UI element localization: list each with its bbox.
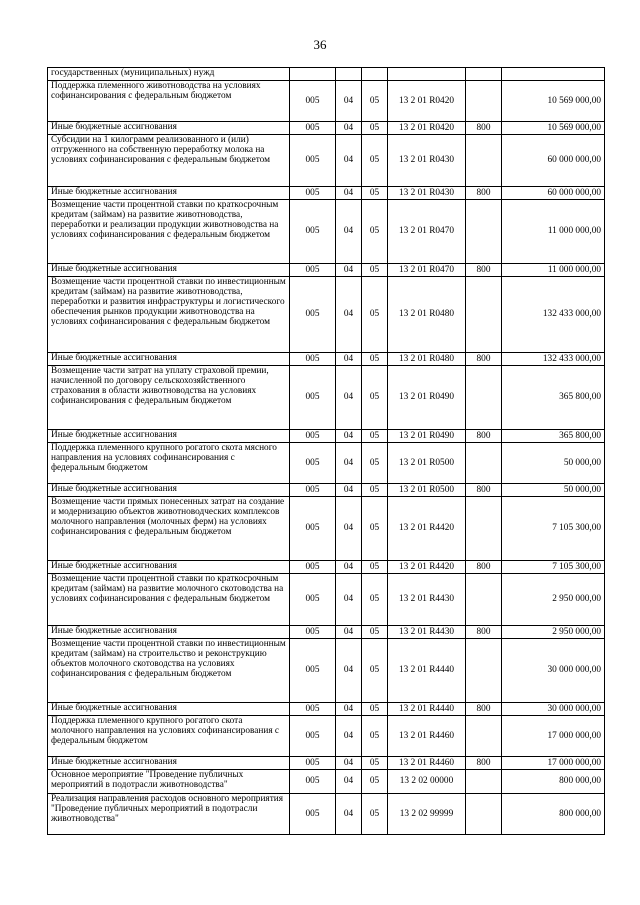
row-sum-cell: 10 569 000,00 [502, 122, 605, 135]
row-sum-cell: 2 950 000,00 [502, 574, 605, 626]
row-code-csr-cell: 13 2 01 R4430 [388, 574, 466, 626]
row-code-pr-cell: 05 [362, 264, 388, 277]
row-code-rz-cell: 04 [336, 561, 362, 574]
table-row [48, 122, 605, 135]
row-code-vr-cell: 800 [466, 484, 502, 497]
row-code-gr-cell: 005 [290, 135, 336, 187]
row-name-cell: Возмещение части прямых понесенных затрат на создание и модернизацию объектов животноводческих комплексов молочного направления (молочных ферм) на условиях софинансирования с федеральным бюджетом [48, 497, 290, 561]
table-row [48, 574, 605, 626]
row-name-cell: Возмещение части затрат на уплату страховой премии, начисленной по договору сельскохозяйственного страхования в области животноводства на условиях софинансирования с федеральным бюджетом [48, 366, 290, 430]
table-row [48, 757, 605, 770]
row-code-gr-cell: 005 [290, 430, 336, 443]
row-sum-cell: 365 800,00 [502, 366, 605, 430]
row-code-csr-cell: 13 2 01 R4460 [388, 757, 466, 770]
row-code-pr-cell: 05 [362, 703, 388, 716]
table-row [48, 430, 605, 443]
table-row [48, 81, 605, 122]
table-row [48, 264, 605, 277]
row-code-rz-cell: 04 [336, 770, 362, 794]
row-code-gr-cell: 005 [290, 277, 336, 353]
row-sum-cell: 17 000 000,00 [502, 716, 605, 757]
table-row [48, 135, 605, 187]
row-code-gr-cell: 005 [290, 626, 336, 639]
row-code-gr-cell: 005 [290, 716, 336, 757]
row-code-pr-cell: 05 [362, 626, 388, 639]
table-row [48, 561, 605, 574]
row-code-vr-cell: 800 [466, 626, 502, 639]
row-code-gr-cell: 005 [290, 757, 336, 770]
row-code-vr-cell [466, 366, 502, 430]
row-name-cell: Поддержка племенного крупного рогатого скота мясного направления на условиях софинансирования с федеральным бюджетом [48, 443, 290, 484]
row-code-gr-cell: 005 [290, 639, 336, 703]
table-row [48, 497, 605, 561]
row-name-cell: Реализация направления расходов основного мероприятия "Проведение публичных мероприятий в подотрасли животноводства" [48, 794, 290, 835]
row-code-gr-cell: 005 [290, 366, 336, 430]
row-code-pr-cell: 05 [362, 430, 388, 443]
row-code-vr-cell [466, 68, 502, 81]
row-code-vr-cell [466, 135, 502, 187]
table-row [48, 277, 605, 353]
row-sum-cell: 132 433 000,00 [502, 353, 605, 366]
row-code-pr-cell: 05 [362, 561, 388, 574]
row-sum-cell: 800 000,00 [502, 794, 605, 835]
row-code-pr-cell: 05 [362, 366, 388, 430]
row-code-pr-cell: 05 [362, 200, 388, 264]
row-code-rz-cell: 04 [336, 626, 362, 639]
row-code-rz-cell: 04 [336, 81, 362, 122]
row-code-pr-cell: 05 [362, 639, 388, 703]
row-name-cell: Иные бюджетные ассигнования [48, 703, 290, 716]
row-code-pr-cell: 05 [362, 443, 388, 484]
row-code-rz-cell: 04 [336, 716, 362, 757]
row-name-cell: Возмещение части процентной ставки по инвестиционным кредитам (займам) на развитие животноводства, переработки и развития инфраструктуры и логистического обеспечения рынков продукции животноводства на условиях софинансирования с федеральным бюджетом [48, 277, 290, 353]
row-code-csr-cell: 13 2 01 R0500 [388, 443, 466, 484]
row-code-gr-cell: 005 [290, 703, 336, 716]
row-code-gr-cell: 005 [290, 574, 336, 626]
row-code-vr-cell: 800 [466, 187, 502, 200]
row-code-rz-cell: 04 [336, 703, 362, 716]
row-code-gr-cell: 005 [290, 484, 336, 497]
row-code-vr-cell [466, 443, 502, 484]
row-code-csr-cell: 13 2 02 99999 [388, 794, 466, 835]
row-code-rz-cell: 04 [336, 497, 362, 561]
row-code-csr-cell: 13 2 01 R0490 [388, 430, 466, 443]
row-code-csr-cell: 13 2 01 R0470 [388, 200, 466, 264]
table-row [48, 639, 605, 703]
row-code-rz-cell: 04 [336, 794, 362, 835]
page-number: 36 [313, 37, 327, 52]
row-code-rz-cell: 04 [336, 574, 362, 626]
row-code-gr-cell: 005 [290, 443, 336, 484]
row-code-csr-cell: 13 2 01 R4420 [388, 561, 466, 574]
row-code-vr-cell [466, 794, 502, 835]
row-code-gr-cell: 005 [290, 561, 336, 574]
row-code-rz-cell: 04 [336, 187, 362, 200]
row-code-gr-cell: 005 [290, 187, 336, 200]
row-code-rz-cell: 04 [336, 135, 362, 187]
table-row [48, 187, 605, 200]
row-sum-cell: 10 569 000,00 [502, 81, 605, 122]
row-sum-cell: 50 000,00 [502, 443, 605, 484]
row-sum-cell: 60 000 000,00 [502, 187, 605, 200]
row-code-vr-cell: 800 [466, 264, 502, 277]
row-code-gr-cell: 005 [290, 81, 336, 122]
row-sum-cell: 60 000 000,00 [502, 135, 605, 187]
row-sum-cell: 132 433 000,00 [502, 277, 605, 353]
row-name-cell: Иные бюджетные ассигнования [48, 430, 290, 443]
row-code-pr-cell: 05 [362, 770, 388, 794]
row-code-pr-cell: 05 [362, 484, 388, 497]
row-code-gr-cell: 005 [290, 353, 336, 366]
row-code-csr-cell: 13 2 01 R0480 [388, 353, 466, 366]
row-code-vr-cell [466, 497, 502, 561]
row-sum-cell: 30 000 000,00 [502, 639, 605, 703]
row-name-cell: Иные бюджетные ассигнования [48, 353, 290, 366]
row-name-cell: Возмещение части процентной ставки по инвестиционным кредитам (займам) на строительство и реконструкцию объектов молочного скотоводства на условиях софинансирования с федеральным бюджетом [48, 639, 290, 703]
row-code-pr-cell: 05 [362, 716, 388, 757]
row-code-rz-cell: 04 [336, 484, 362, 497]
table-row [48, 353, 605, 366]
row-code-vr-cell: 800 [466, 561, 502, 574]
row-code-pr-cell: 05 [362, 81, 388, 122]
row-code-rz-cell: 04 [336, 264, 362, 277]
row-code-vr-cell [466, 81, 502, 122]
row-code-vr-cell: 800 [466, 353, 502, 366]
row-code-rz-cell: 04 [336, 277, 362, 353]
row-name-cell: Иные бюджетные ассигнования [48, 122, 290, 135]
row-sum-cell: 50 000,00 [502, 484, 605, 497]
row-code-csr-cell: 13 2 01 R0420 [388, 81, 466, 122]
row-code-csr-cell: 13 2 01 R0500 [388, 484, 466, 497]
row-name-cell: Поддержка племенного крупного рогатого скота молочного направления на условиях софинансирования с федеральным бюджетом [48, 716, 290, 757]
row-code-rz-cell: 04 [336, 430, 362, 443]
row-sum-cell: 17 000 000,00 [502, 757, 605, 770]
budget-table-body [48, 68, 605, 835]
row-code-pr-cell: 05 [362, 757, 388, 770]
table-row [48, 770, 605, 794]
row-code-pr-cell: 05 [362, 135, 388, 187]
table-row [48, 703, 605, 716]
row-sum-cell [502, 68, 605, 81]
row-code-pr-cell: 05 [362, 574, 388, 626]
row-code-gr-cell: 005 [290, 794, 336, 835]
row-name-cell: Иные бюджетные ассигнования [48, 264, 290, 277]
row-code-rz-cell: 04 [336, 366, 362, 430]
row-name-cell: Иные бюджетные ассигнования [48, 757, 290, 770]
table-row [48, 626, 605, 639]
table-row [48, 68, 605, 81]
row-name-cell: Основное мероприятие "Проведение публичных мероприятий в подотрасли животноводства" [48, 770, 290, 794]
row-code-pr-cell: 05 [362, 353, 388, 366]
row-code-csr-cell [388, 68, 466, 81]
row-sum-cell: 800 000,00 [502, 770, 605, 794]
row-code-csr-cell: 13 2 01 R4460 [388, 716, 466, 757]
row-code-rz-cell [336, 68, 362, 81]
row-sum-cell: 365 800,00 [502, 430, 605, 443]
row-code-csr-cell: 13 2 01 R4440 [388, 703, 466, 716]
row-code-gr-cell: 005 [290, 497, 336, 561]
row-code-csr-cell: 13 2 02 00000 [388, 770, 466, 794]
row-code-csr-cell: 13 2 01 R4420 [388, 497, 466, 561]
row-code-pr-cell [362, 68, 388, 81]
row-sum-cell: 11 000 000,00 [502, 264, 605, 277]
row-code-vr-cell [466, 574, 502, 626]
row-code-pr-cell: 05 [362, 497, 388, 561]
row-code-rz-cell: 04 [336, 353, 362, 366]
row-sum-cell: 11 000 000,00 [502, 200, 605, 264]
row-code-gr-cell: 005 [290, 200, 336, 264]
row-name-cell: Иные бюджетные ассигнования [48, 484, 290, 497]
row-code-csr-cell: 13 2 01 R4440 [388, 639, 466, 703]
row-code-rz-cell: 04 [336, 757, 362, 770]
row-code-csr-cell: 13 2 01 R0430 [388, 187, 466, 200]
row-code-vr-cell [466, 716, 502, 757]
row-code-vr-cell: 800 [466, 757, 502, 770]
row-name-cell: государственных (муниципальных) нужд [48, 68, 290, 81]
row-sum-cell: 7 105 300,00 [502, 497, 605, 561]
row-code-rz-cell: 04 [336, 639, 362, 703]
row-sum-cell: 2 950 000,00 [502, 626, 605, 639]
row-sum-cell: 7 105 300,00 [502, 561, 605, 574]
row-name-cell: Иные бюджетные ассигнования [48, 561, 290, 574]
table-row [48, 200, 605, 264]
table-row [48, 443, 605, 484]
row-code-vr-cell [466, 200, 502, 264]
row-code-vr-cell: 800 [466, 703, 502, 716]
row-code-rz-cell: 04 [336, 443, 362, 484]
row-code-pr-cell: 05 [362, 187, 388, 200]
row-name-cell: Возмещение части процентной ставки по краткосрочным кредитам (займам) на развитие животноводства, переработки и реализации продукции животноводства на условиях софинансирования с федеральным бюджетом [48, 200, 290, 264]
row-code-csr-cell: 13 2 01 R4430 [388, 626, 466, 639]
table-row [48, 716, 605, 757]
row-code-rz-cell: 04 [336, 122, 362, 135]
row-code-pr-cell: 05 [362, 277, 388, 353]
table-row [48, 794, 605, 835]
row-code-vr-cell: 800 [466, 122, 502, 135]
row-code-pr-cell: 05 [362, 122, 388, 135]
row-name-cell: Возмещение части процентной ставки по краткосрочным кредитам (займам) на развитие молочного скотоводства на условиях софинансирования с федеральным бюджетом [48, 574, 290, 626]
row-name-cell: Поддержка племенного животноводства на условиях софинансирования с федеральным бюджетом [48, 81, 290, 122]
row-name-cell: Субсидии на 1 килограмм реализованного и (или) отгруженного на собственную переработку молока на условиях софинансирования с федеральным бюджетом [48, 135, 290, 187]
table-row [48, 366, 605, 430]
row-code-vr-cell: 800 [466, 430, 502, 443]
row-name-cell: Иные бюджетные ассигнования [48, 187, 290, 200]
row-code-gr-cell: 005 [290, 122, 336, 135]
row-name-cell: Иные бюджетные ассигнования [48, 626, 290, 639]
row-code-csr-cell: 13 2 01 R0480 [388, 277, 466, 353]
row-code-pr-cell: 05 [362, 794, 388, 835]
row-code-csr-cell: 13 2 01 R0470 [388, 264, 466, 277]
row-code-gr-cell [290, 68, 336, 81]
row-sum-cell: 30 000 000,00 [502, 703, 605, 716]
row-code-csr-cell: 13 2 01 R0420 [388, 122, 466, 135]
row-code-gr-cell: 005 [290, 770, 336, 794]
table-row [48, 484, 605, 497]
row-code-gr-cell: 005 [290, 264, 336, 277]
row-code-rz-cell: 04 [336, 200, 362, 264]
budget-table [47, 67, 605, 835]
row-code-vr-cell [466, 277, 502, 353]
row-code-vr-cell [466, 770, 502, 794]
row-code-vr-cell [466, 639, 502, 703]
row-code-csr-cell: 13 2 01 R0430 [388, 135, 466, 187]
row-code-csr-cell: 13 2 01 R0490 [388, 366, 466, 430]
